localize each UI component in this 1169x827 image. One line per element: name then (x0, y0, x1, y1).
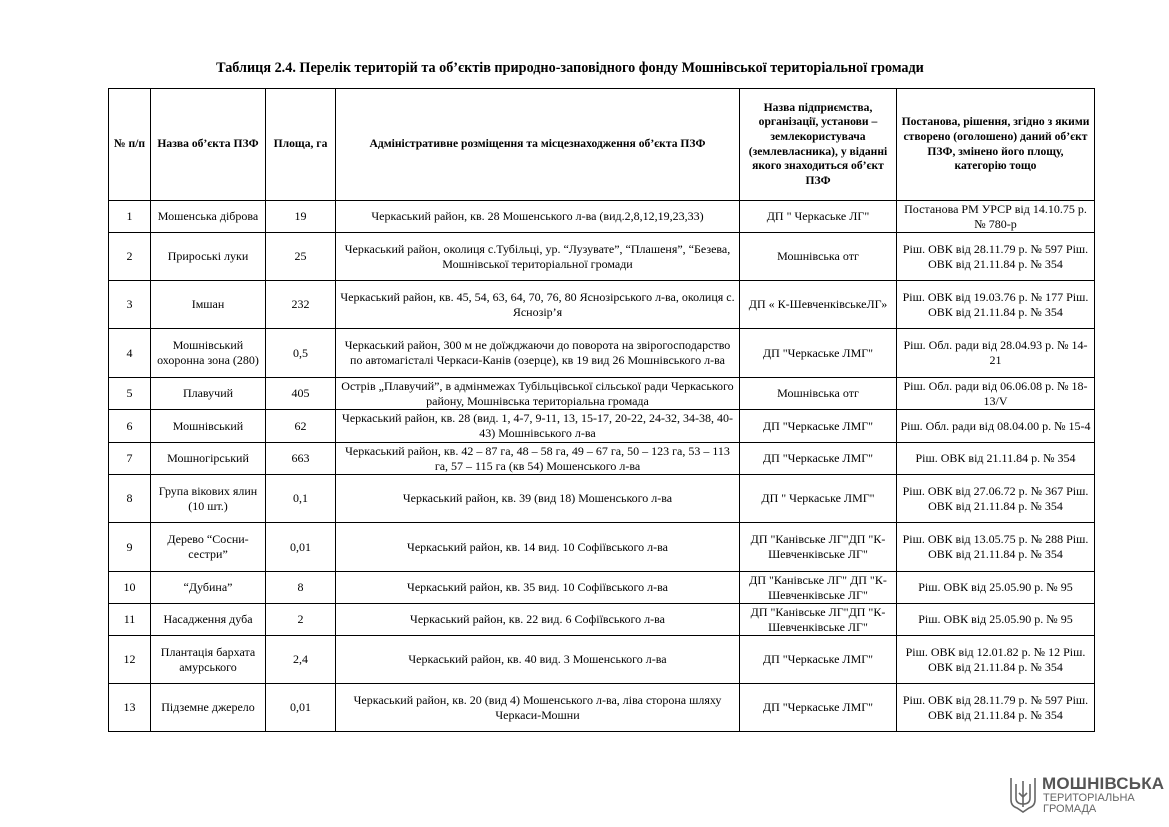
header-decree: Постанова, рішення, згідно з якими створено (оголошено) даний об’єкт ПЗФ, змінено його площу, категорію тощо (897, 89, 1095, 201)
cell-area: 25 (266, 233, 336, 281)
table-row (109, 281, 1095, 329)
cell-num: 11 (109, 604, 151, 636)
cell-owner: ДП "Черкаське ЛМГ" (740, 443, 897, 475)
cell-location: Черкаський район, кв. 42 – 87 га, 48 – 58 га, 49 – 67 га, 50 – 123 га, 53 – 113 га, 57 – 115 га (кв 54) Мошенського л-ва (336, 443, 740, 475)
cell-owner: ДП " Черкаське ЛГ" (740, 201, 897, 233)
table-row (109, 636, 1095, 684)
cell-owner: Мошнівська отг (740, 233, 897, 281)
table-header-row (109, 89, 1095, 201)
cell-num: 10 (109, 572, 151, 604)
trident-emblem-icon (1009, 776, 1037, 814)
cell-area: 19 (266, 201, 336, 233)
cell-owner: ДП "Черкаське ЛМГ" (740, 329, 897, 378)
cell-area: 0,01 (266, 523, 336, 572)
cell-location: Черкаський район, кв. 39 (вид 18) Мошенського л-ва (336, 475, 740, 523)
cell-area: 0,01 (266, 684, 336, 732)
cell-decree: Ріш. ОВК від 21.11.84 р. № 354 (897, 443, 1095, 475)
cell-name: Імшан (151, 281, 266, 329)
cell-location: Черкаський район, кв. 40 вид. 3 Мошенського л-ва (336, 636, 740, 684)
cell-owner: ДП "Канівське ЛГ" ДП "К-Шевченківське ЛГ" (740, 572, 897, 604)
cell-area: 0,5 (266, 329, 336, 378)
cell-area: 663 (266, 443, 336, 475)
cell-name: Плавучий (151, 378, 266, 410)
table-row (109, 443, 1095, 475)
cell-num: 9 (109, 523, 151, 572)
cell-decree: Ріш. ОВК від 12.01.82 р. № 12 Ріш. ОВК від 21.11.84 р. № 354 (897, 636, 1095, 684)
community-logo (1009, 774, 1165, 816)
cell-name: Прироські луки (151, 233, 266, 281)
cell-decree: Ріш. ОВК від 25.05.90 р. № 95 (897, 604, 1095, 636)
cell-name: Насадження дуба (151, 604, 266, 636)
cell-num: 1 (109, 201, 151, 233)
table-row (109, 572, 1095, 604)
cell-area: 2,4 (266, 636, 336, 684)
cell-owner: ДП "Черкаське ЛМГ" (740, 410, 897, 443)
cell-area: 2 (266, 604, 336, 636)
cell-num: 4 (109, 329, 151, 378)
cell-name: Мошнівський (151, 410, 266, 443)
table-row (109, 523, 1095, 572)
cell-owner: ДП "Черкаське ЛМГ" (740, 684, 897, 732)
cell-name: Мошенська діброва (151, 201, 266, 233)
cell-num: 5 (109, 378, 151, 410)
cell-location: Черкаський район, кв. 28 Мошенського л-ва (вид.2,8,12,19,23,33) (336, 201, 740, 233)
cell-num: 3 (109, 281, 151, 329)
cell-num: 2 (109, 233, 151, 281)
cell-decree: Ріш. ОВК від 13.05.75 р. № 288 Ріш. ОВК від 21.11.84 р. № 354 (897, 523, 1095, 572)
cell-owner: ДП "Черкаське ЛМГ" (740, 636, 897, 684)
cell-name: Підземне джерело (151, 684, 266, 732)
cell-location: Черкаський район, кв. 22 вид. 6 Софіївського л-ва (336, 604, 740, 636)
logo-line-2: ТЕРИТОРІАЛЬНА (1043, 792, 1135, 804)
table-row (109, 233, 1095, 281)
header-area: Площа, га (266, 89, 336, 201)
cell-num: 12 (109, 636, 151, 684)
cell-name: Група вікових ялин (10 шт.) (151, 475, 266, 523)
cell-owner: ДП « К-ШевченківськеЛГ» (740, 281, 897, 329)
header-name: Назва об’єкта ПЗФ (151, 89, 266, 201)
cell-decree: Ріш. Обл. ради від 28.04.93 р. № 14-21 (897, 329, 1095, 378)
table-row (109, 201, 1095, 233)
cell-location: Черкаський район, околиця с.Тубільці, ур. “Лузувате”, “Плашеня”, “Безева, Мошнівської територіальної громади (336, 233, 740, 281)
cell-area: 0,1 (266, 475, 336, 523)
logo-line-3: ГРОМАДА (1043, 803, 1097, 815)
cell-decree: Ріш. ОВК від 27.06.72 р. № 367 Ріш. ОВК від 21.11.84 р. № 354 (897, 475, 1095, 523)
cell-name: Дерево “Сосни-сестри” (151, 523, 266, 572)
cell-location: Черкаський район, кв. 28 (вид. 1, 4-7, 9-11, 13, 15-17, 20-22, 24-32, 34-38, 40-43) Мошнівського л-ва (336, 410, 740, 443)
cell-decree: Ріш. ОВК від 28.11.79 р. № 597 Ріш. ОВК від 21.11.84 р. № 354 (897, 233, 1095, 281)
cell-area: 8 (266, 572, 336, 604)
table-row (109, 475, 1095, 523)
table-row (109, 410, 1095, 443)
table-title: Таблиця 2.4. Перелік територій та об’єктів природно-заповідного фонду Мошнівської територіальної громади (216, 60, 924, 76)
cell-name: Мошногірський (151, 443, 266, 475)
cell-area: 232 (266, 281, 336, 329)
cell-location: Черкаський район, 300 м не доїжджаючи до поворота на звірогосподарство по автомагісталі Черкаси-Канів (озерце), кв 19 вид 26 Мошнівського л-ва (336, 329, 740, 378)
cell-num: 13 (109, 684, 151, 732)
cell-num: 7 (109, 443, 151, 475)
cell-location: Черкаський район, кв. 14 вид. 10 Софіївського л-ва (336, 523, 740, 572)
cell-decree: Ріш. Обл. ради від 06.06.08 р. № 18-13/V (897, 378, 1095, 410)
cell-area: 62 (266, 410, 336, 443)
cell-num: 8 (109, 475, 151, 523)
cell-decree: Постанова РМ УРСР від 14.10.75 р. № 780-р (897, 201, 1095, 233)
cell-num: 6 (109, 410, 151, 443)
header-num: № п/п (109, 89, 151, 201)
cell-decree: Ріш. ОВК від 25.05.90 р. № 95 (897, 572, 1095, 604)
header-location: Адміністративне розміщення та місцезнаходження об’єкта ПЗФ (336, 89, 740, 201)
header-owner: Назва підприємства, організації, установи – землекористувача (землевласника), у віданні якого знаходиться об’єкт ПЗФ (740, 89, 897, 201)
cell-name: Мошнівський охоронна зона (280) (151, 329, 266, 378)
cell-decree: Ріш. ОВК від 28.11.79 р. № 597 Ріш. ОВК від 21.11.84 р. № 354 (897, 684, 1095, 732)
cell-location: Черкаський район, кв. 45, 54, 63, 64, 70, 76, 80 Яснозірського л-ва, околиця с. Яснозір’я (336, 281, 740, 329)
cell-location: Острів „Плавучий”, в адмінмежах Тубільцівської сільської ради Черкаського району, Мошнівська територіальна громада (336, 378, 740, 410)
cell-owner: ДП "Канівське ЛГ"ДП "К-Шевченківське ЛГ" (740, 604, 897, 636)
logo-line-1: МОШНІВСЬКА (1042, 774, 1165, 793)
cell-area: 405 (266, 378, 336, 410)
cell-owner: ДП " Черкаське ЛМГ" (740, 475, 897, 523)
pzf-objects-table (108, 88, 1095, 732)
cell-decree: Ріш. ОВК від 19.03.76 р. № 177 Ріш. ОВК від 21.11.84 р. № 354 (897, 281, 1095, 329)
table-row (109, 329, 1095, 378)
cell-name: Плантація бархата амурського (151, 636, 266, 684)
cell-decree: Ріш. Обл. ради від 08.04.00 р. № 15-4 (897, 410, 1095, 443)
table-row (109, 604, 1095, 636)
cell-owner: Мошнівська отг (740, 378, 897, 410)
table-row (109, 378, 1095, 410)
cell-location: Черкаський район, кв. 35 вид. 10 Софіївського л-ва (336, 572, 740, 604)
cell-owner: ДП "Канівське ЛГ"ДП "К-Шевченківське ЛГ" (740, 523, 897, 572)
cell-name: “Дубина” (151, 572, 266, 604)
table-row (109, 684, 1095, 732)
cell-location: Черкаський район, кв. 20 (вид 4) Мошенського л-ва, ліва сторона шляху Черкаси-Мошни (336, 684, 740, 732)
